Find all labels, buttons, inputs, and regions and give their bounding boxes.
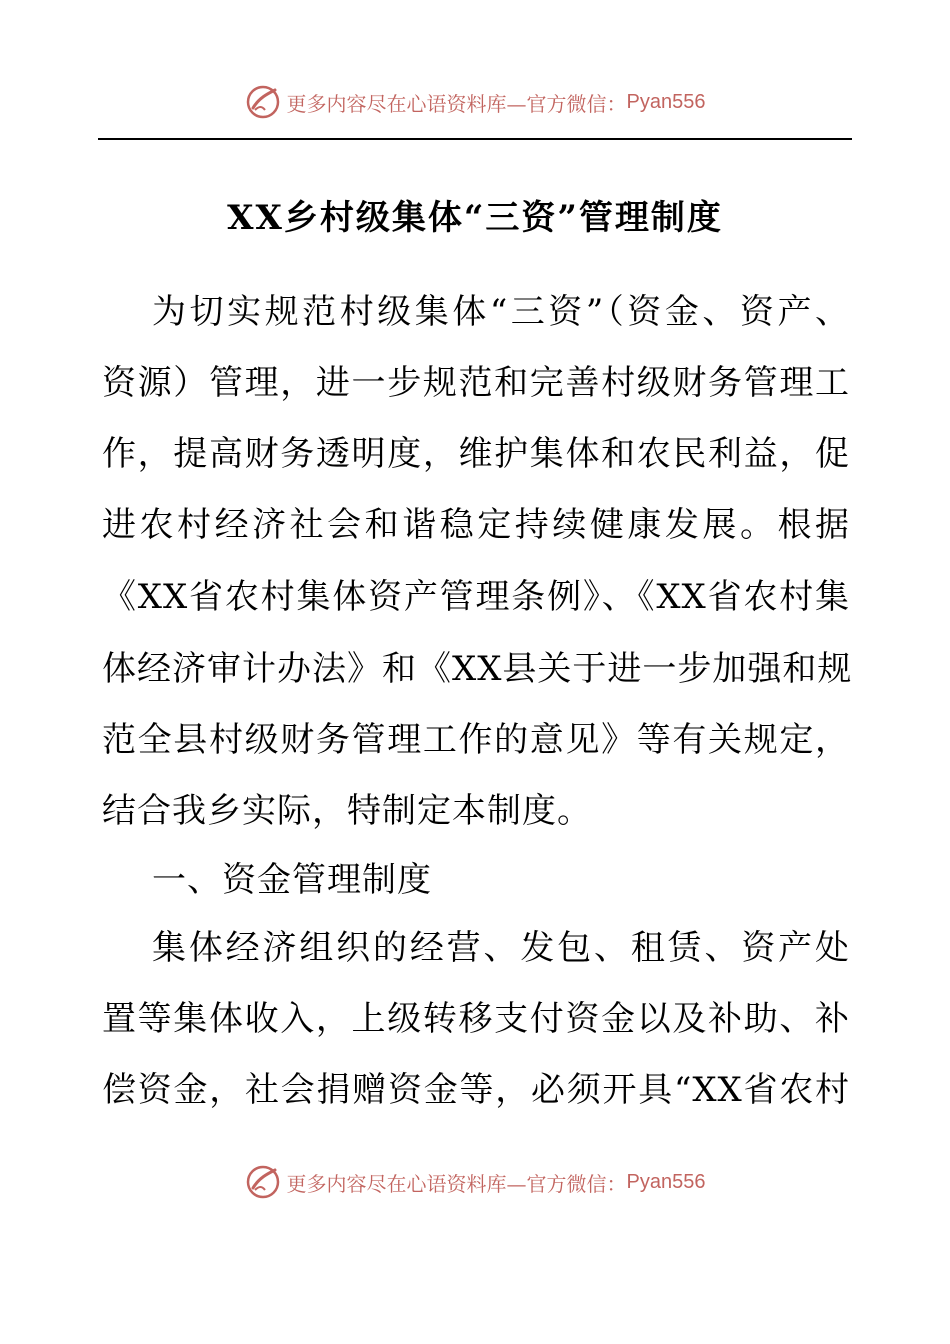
watermark-wechat-id: Pyan556 (626, 90, 706, 113)
footer-watermark (0, 1160, 950, 1204)
section-heading-funds: 一、资金管理制度 (152, 860, 432, 900)
body-line-2: 资源）管理，进一步规范和完善村级财务管理工 (102, 363, 850, 403)
body-line-3: 作，提高财务透明度，维护集体和农民利益，促 (102, 434, 850, 474)
brush-logo-icon (245, 1164, 281, 1200)
brush-logo-icon (245, 84, 281, 120)
body-line-7: 范全县村级财务管理工作的意见》等有关规定， (102, 720, 850, 760)
body-line-4: 进农村经济社会和谐稳定持续健康发展。根据 (102, 505, 850, 545)
body-line-11: 置等集体收入，上级转移支付资金以及补助、补 (102, 999, 850, 1039)
body-line-12: 偿资金，社会捐赠资金等，必须开具“XX省农村 (102, 1070, 850, 1110)
watermark-text: 更多内容尽在心语资料库—官方微信： (286, 1171, 627, 1196)
watermark-wechat-id: Pyan556 (626, 1170, 706, 1193)
header-watermark (0, 80, 950, 124)
document-title: XX乡村级集体“三资”管理制度 (227, 198, 723, 238)
header-divider (98, 138, 852, 140)
body-line-10: 集体经济组织的经营、发包、租赁、资产处 (152, 928, 850, 968)
body-line-1: 为切实规范村级集体“三资”（资金、资产、 (152, 292, 850, 332)
watermark-text: 更多内容尽在心语资料库—官方微信： (286, 91, 627, 116)
body-line-5: 《XX省农村集体资产管理条例》、《XX省农村集 (102, 577, 850, 617)
body-line-8: 结合我乡实际，特制定本制度。 (102, 791, 592, 831)
body-line-6: 体经济审计办法》和《XX县关于进一步加强和规 (102, 649, 853, 689)
